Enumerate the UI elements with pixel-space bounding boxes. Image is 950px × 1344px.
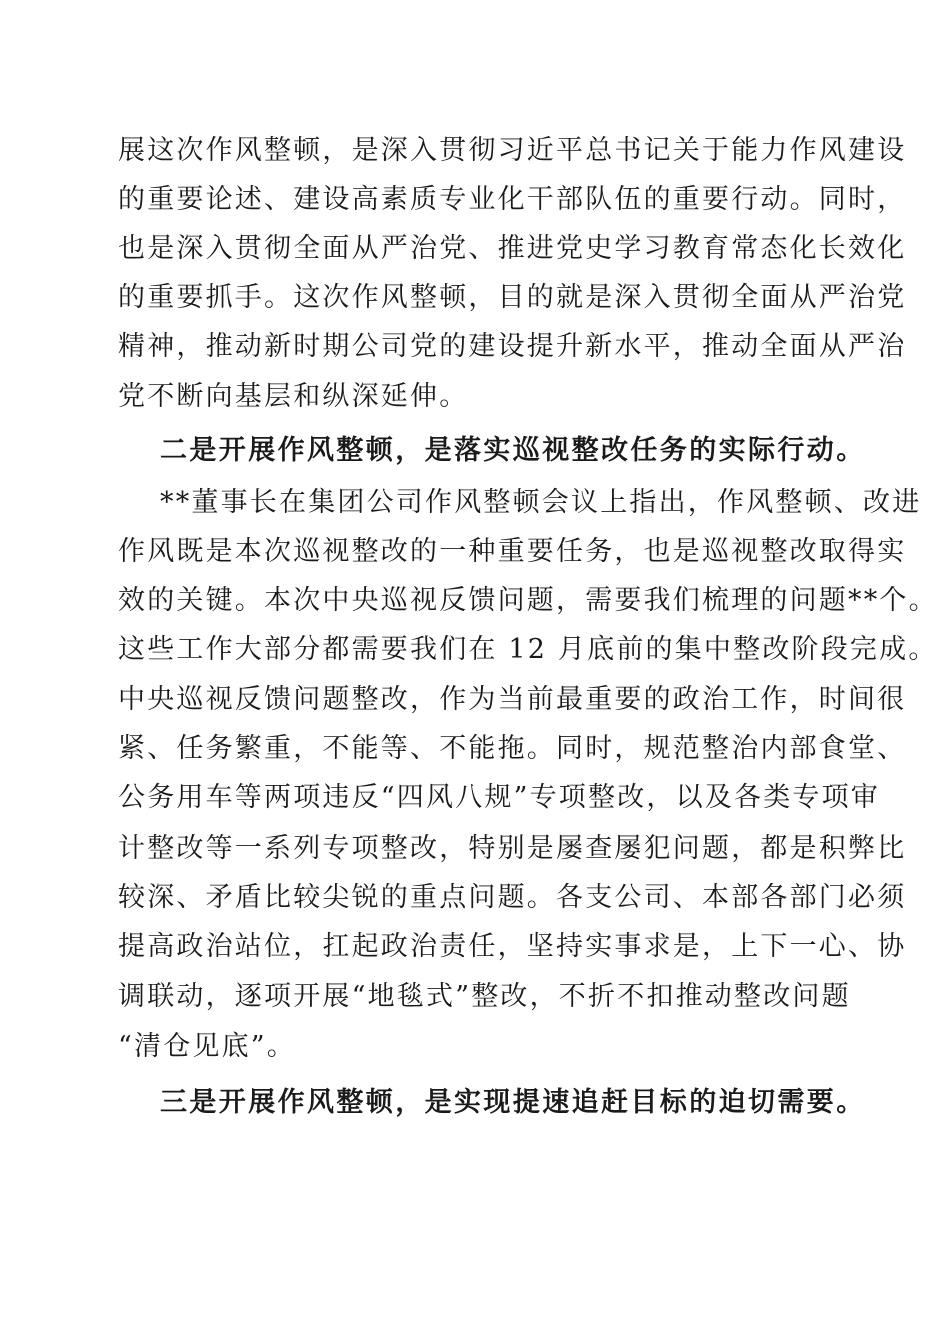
body-line-17: 提高政治站位，扛起政治责任，坚持实事求是，上下一心、协 [118,931,907,962]
body-line-12: 中央巡视反馈问题整改，作为当前最重要的政治工作，时间很 [118,684,907,715]
body-line-18: 调联动，逐项开展“地毯式”整改，不折不扣推动整改问题 [118,981,851,1012]
body-line-16: 较深、矛盾比较尖锐的重点问题。各支公司、本部各部门必须 [118,882,907,913]
body-line-5: 精神，推动新时期公司党的建设提升新水平，推动全面从严治 [118,331,907,362]
body-line-11: 这些工作大部分都需要我们在 12 月底前的集中整改阶段完成。 [118,634,938,665]
body-line-2: 的重要论述、建设高素质专业化干部队伍的重要行动。同时， [118,184,907,215]
body-line-8: **董事长在集团公司作风整顿会议上指出，作风整顿、改进 [160,487,922,518]
body-line-15: 计整改等一系列专项整改，特别是屡查屡犯问题，都是积弊比 [118,833,907,864]
body-line-19: “清仓见底”。 [118,1031,297,1062]
body-line-6: 党不断向基层和纵深延伸。 [118,381,469,412]
body-line-3: 也是深入贯彻全面从严治党、推进党史学习教育常态化长效化 [118,233,907,264]
body-line-13: 紧、任务繁重，不能等、不能拖。同时，规范整治内部食堂、 [118,733,907,764]
body-line-9: 作风既是本次巡视整改的一种重要任务，也是巡视整改取得实 [118,536,907,567]
body-line-10: 效的关键。本次中央巡视反馈问题，需要我们梳理的问题**个。 [118,585,938,616]
section-heading-3: 三是开展作风整顿，是实现提速追赶目标的迫切需要。 [160,1087,866,1118]
body-line-4: 的重要抓手。这次作风整顿，目的就是深入贯彻全面从严治党 [118,282,907,313]
body-line-1: 展这次作风整顿，是深入贯彻习近平总书记关于能力作风建设 [118,135,907,166]
section-heading-2: 二是开展作风整顿，是落实巡视整改任务的实际行动。 [160,435,866,466]
body-line-14: 公务用车等两项违反“四风八规”专项整改，以及各类专项审 [118,782,881,813]
